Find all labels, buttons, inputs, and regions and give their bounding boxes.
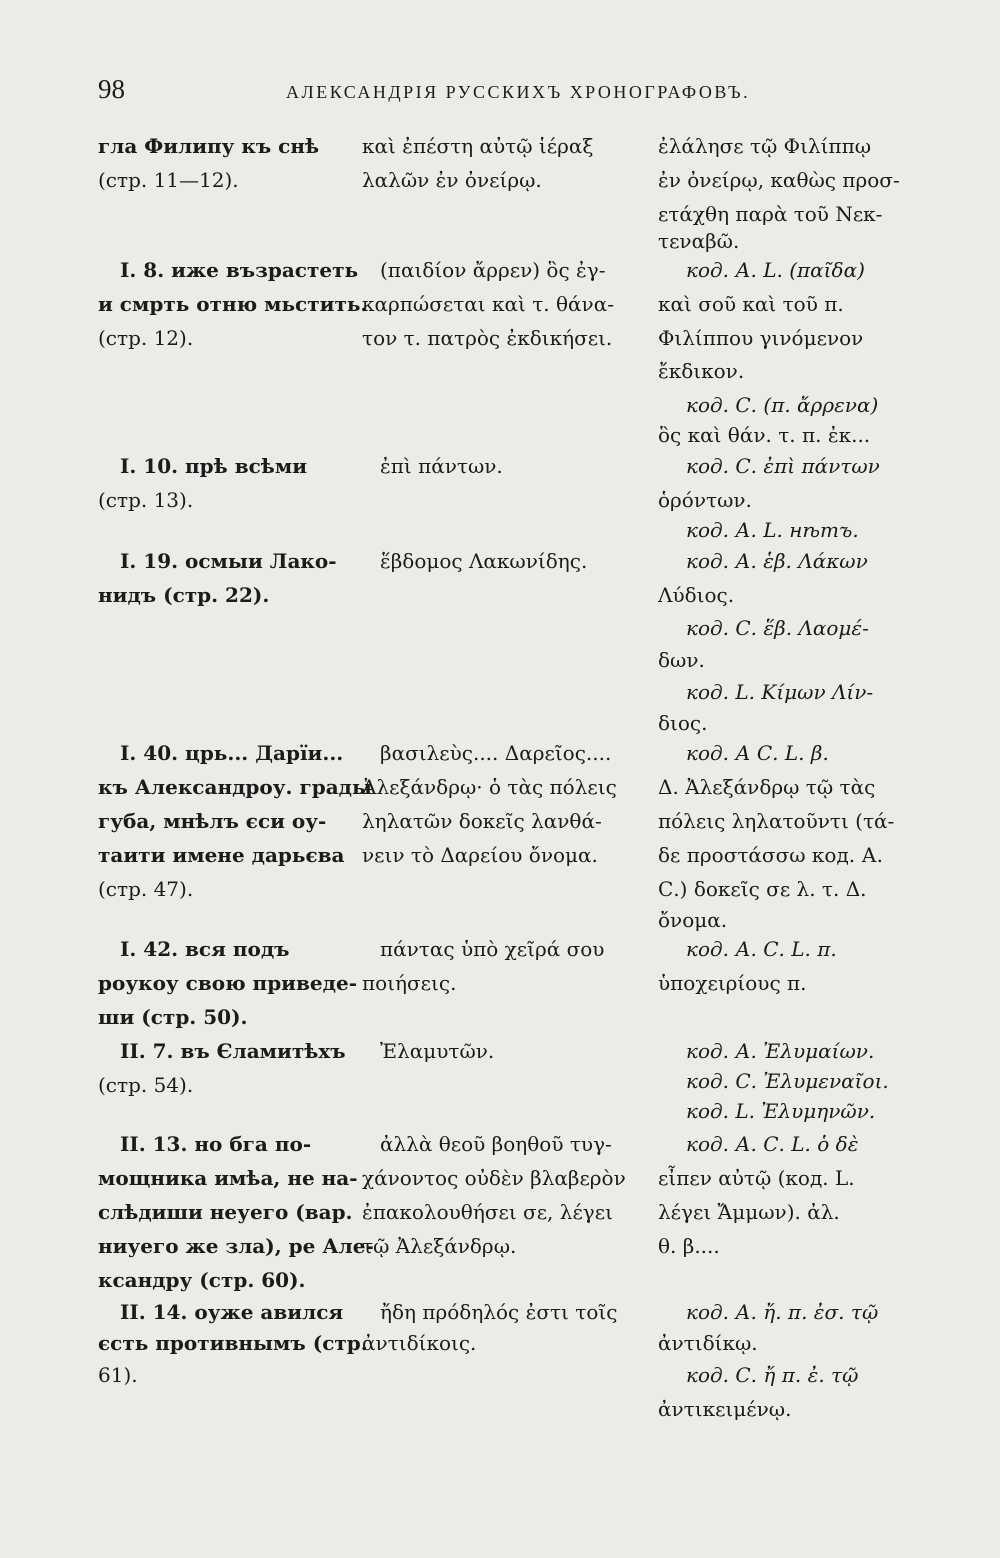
text-line: 61). (98, 1363, 138, 1387)
text-line: гла Филипу къ снѣ (98, 134, 320, 158)
text-line: код. А. Ἐλυμαίων. (686, 1039, 875, 1063)
text-line: (стр. 11—12). (98, 168, 239, 192)
text-line: ἔκδικον. (658, 359, 745, 383)
text-line: II. 7. въ Єламитѣхъ (120, 1039, 346, 1063)
text-line: θ. β.... (658, 1234, 720, 1258)
text-line: ὃς καὶ θάν. τ. π. ἐκ... (658, 423, 871, 447)
text-line: (стр. 47). (98, 877, 194, 901)
text-line: πόλεις ληλατοῦντι (τά- (658, 809, 895, 833)
text-line: код. А. ἤ. π. ἐσ. τῷ (686, 1300, 879, 1324)
text-line: Ἐλαμυτῶν. (380, 1039, 495, 1063)
text-line: ἕβδομος Λακωνίδης. (380, 549, 588, 573)
text-line: код. А. L. нѣтъ. (686, 518, 859, 542)
text-line: εἶπεν αὐτῷ (код. L. (658, 1166, 855, 1190)
text-line: код. L. Ἐλυμηνῶν. (686, 1099, 876, 1123)
text-line: код. А С. L. β. (686, 741, 829, 765)
text-line: код. А. С. L. ὁ δὲ (686, 1132, 859, 1156)
text-line: ἀλλὰ θεοῦ βοηθοῦ τυγ- (380, 1132, 612, 1156)
text-line: II. 14. оуже авился (120, 1300, 344, 1324)
text-line: (παιδίον ἄρρεν) ὃς ἐγ- (380, 258, 606, 282)
text-line: ἐλάλησε τῷ Φιλίππῳ (658, 134, 872, 158)
text-line: код. L. Κίμων Λίν- (686, 680, 874, 704)
text-line: ἀντικειμένῳ. (658, 1397, 792, 1421)
text-line: Λύδιος. (658, 583, 735, 607)
text-line: роукоу свою приведе- (98, 971, 357, 995)
text-line: ниуего же зла), ре Але- (98, 1234, 374, 1258)
text-line: καρπώσεται καὶ τ. θάνα- (362, 292, 614, 316)
text-line: код. С. ἤ π. ἐ. τῷ (686, 1363, 859, 1387)
text-line: τεναβῶ. (658, 229, 740, 253)
text-line: τον τ. πατρὸς ἐκδικήσει. (362, 326, 613, 350)
text-line: χάνοντος οὐδὲν βλαβερὸν (362, 1166, 626, 1190)
text-line: и смрть отню мьстить. (98, 292, 368, 316)
text-line: ши (стр. 50). (98, 1005, 248, 1029)
text-line: (стр. 13). (98, 488, 194, 512)
text-line: ετάχθη παρὰ τοῦ Νεκ- (658, 202, 883, 226)
text-line: нидъ (стр. 22). (98, 583, 270, 607)
text-line: код. С. ἕβ. Λαομέ- (686, 616, 869, 640)
text-line: διος. (658, 711, 708, 735)
text-line: къ Александроу. грады (98, 775, 373, 799)
text-line: καὶ ἐπέστη αὐτῷ ἱέραξ (362, 134, 594, 158)
text-line: код. С. Ἐλυμεναῖοι. (686, 1069, 889, 1093)
text-line: πάντας ὑπὸ χεῖρά σου (380, 937, 605, 961)
text-line: єсть противнымъ (стр. (98, 1331, 368, 1355)
text-line: I. 10. прѣ всѣми (120, 454, 308, 478)
text-line: Ἀλεξάνδρῳ· ὁ τὰς πόλεις (362, 775, 617, 799)
text-line: καὶ σοῦ καὶ τοῦ π. (658, 292, 844, 316)
text-line: λαλῶν ἐν ὀνείρῳ. (362, 168, 542, 192)
text-line: ксандру (стр. 60). (98, 1268, 306, 1292)
text-line: ἀντιδίκοις. (362, 1331, 477, 1355)
text-line: τῷ Ἀλεξάνδρῳ. (362, 1234, 517, 1258)
text-line: ἐν ὀνείρῳ, καθὼς προσ- (658, 168, 900, 192)
text-line: II. 13. но бга по- (120, 1132, 312, 1156)
text-line: код. А. ἑβ. Λάκων (686, 549, 868, 573)
text-line: С.) δοκεῖς σε λ. τ. Δ. (658, 877, 867, 901)
text-line: ἐπακολουθήσει σε, λέγει (362, 1200, 613, 1224)
text-line: ἤδη πρόδηλός ἐστι τοῖς (380, 1300, 618, 1324)
text-line: I. 40. црь... Дарїи... (120, 741, 344, 765)
text-line: (стр. 54). (98, 1073, 194, 1097)
text-line: I. 19. осмыи Лако- (120, 549, 337, 573)
text-line: ληλατῶν δοκεῖς λανθά- (362, 809, 602, 833)
text-line: ἀντιδίκῳ. (658, 1331, 758, 1355)
text-line: код. А. L. (παῖδα) (686, 258, 865, 282)
text-line: мощника имѣа, не на- (98, 1166, 358, 1190)
text-line: Φιλίππου γινόμενον (658, 326, 864, 350)
page-header (98, 74, 904, 114)
text-line: код. С. ἐπὶ πάντων (686, 454, 880, 478)
running-title: АЛЕКСАНДРІЯ РУССКИХЪ ХРОНОГРАФОВЪ. (286, 82, 751, 102)
text-line: ποιήσεις. (362, 971, 457, 995)
text-line: ὄνομα. (658, 908, 728, 932)
text-line: ἐπὶ πάντων. (380, 454, 503, 478)
text-line: код. С. (π. ἄρρενα) (686, 393, 879, 417)
text-line: δε προστάσσω код. А. (658, 843, 883, 867)
text-line: (стр. 12). (98, 326, 194, 350)
page-number: 98 (98, 74, 125, 104)
text-line: ὑποχειρίους π. (658, 971, 807, 995)
text-line: νειν τὸ Δαρείου ὄνομα. (362, 843, 598, 867)
text-line: Δ. Ἀλεξάνδρῳ τῷ τὰς (658, 775, 876, 799)
text-line: λέγει Ἄμμων). ἀλ. (658, 1200, 840, 1224)
text-line: ὁρόντων. (658, 488, 752, 512)
text-line: таити имене дарьєва (98, 843, 345, 867)
text-line: губа, мнѣлъ єси оу- (98, 809, 327, 833)
text-line: I. 8. иже възрастеть (120, 258, 359, 282)
text-line: слѣдиши неуего (вар. (98, 1200, 353, 1224)
text-line: I. 42. вся подъ (120, 937, 290, 961)
text-line: код. А. С. L. π. (686, 937, 837, 961)
text-line: δων. (658, 648, 705, 672)
text-line: βασιλεὺς.... Δαρεῖος.... (380, 741, 612, 765)
